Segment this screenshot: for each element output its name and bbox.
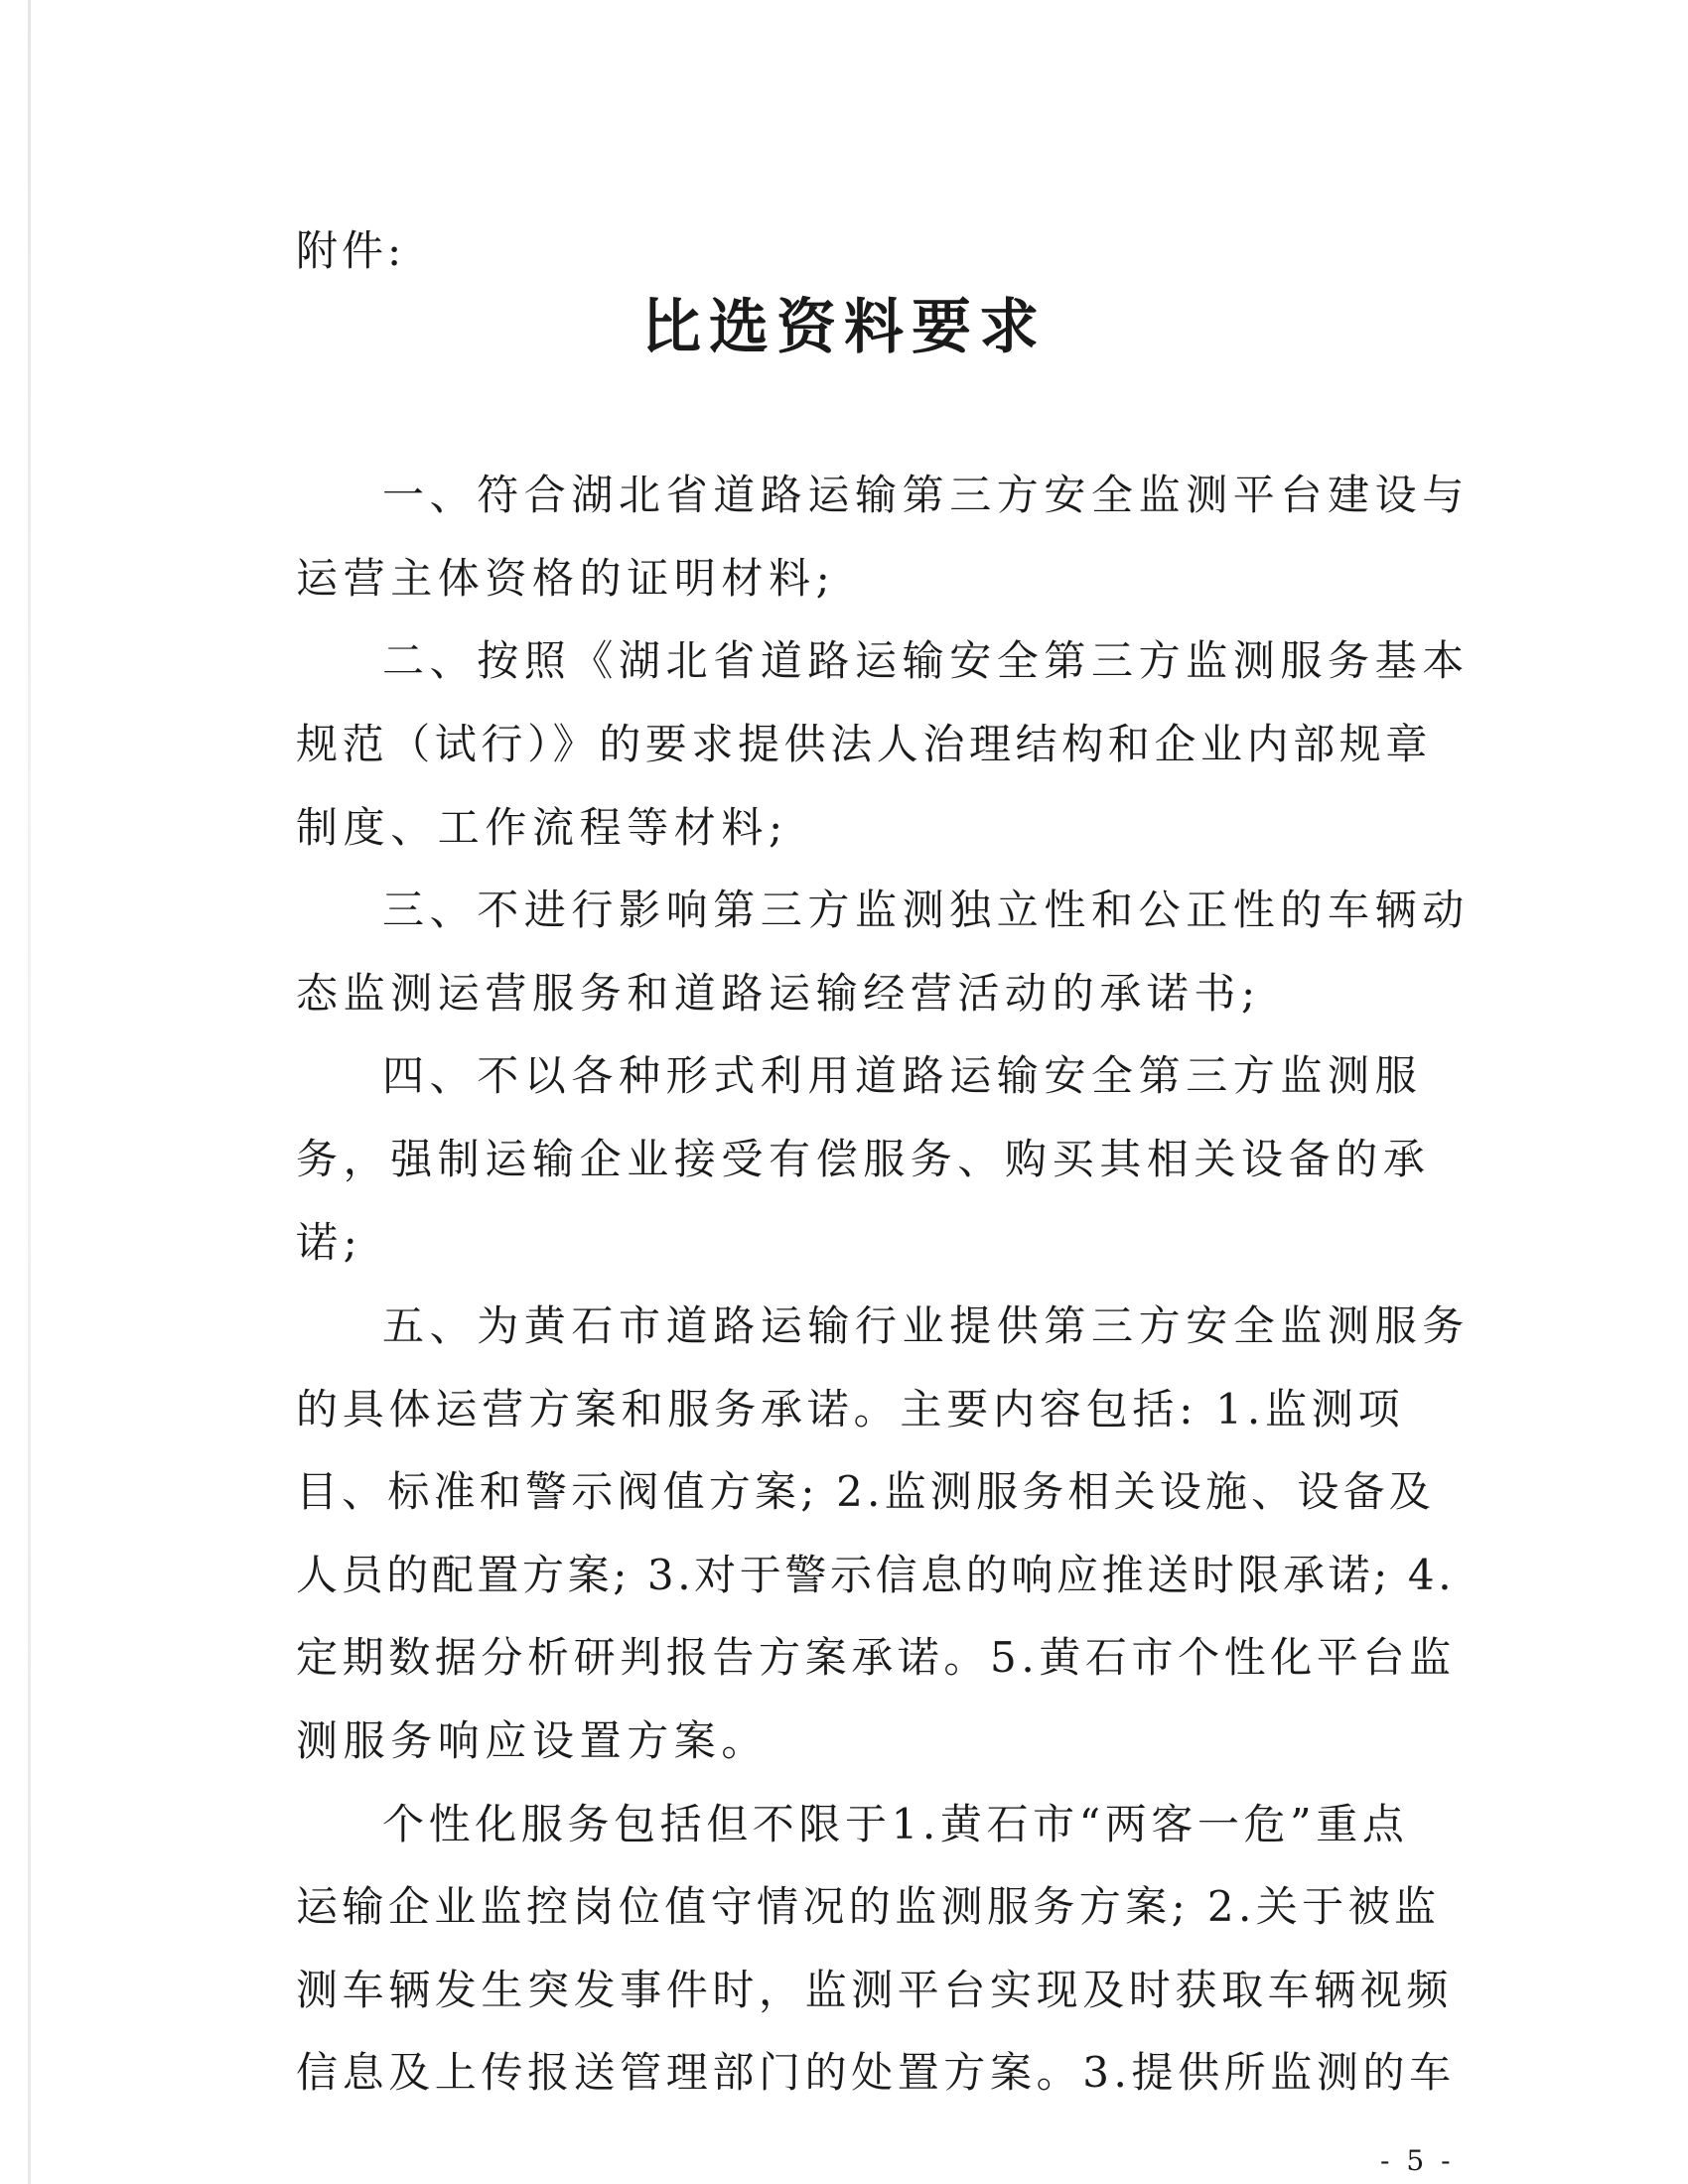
body-line: 测服务响应设置方案。: [296, 1716, 770, 1765]
body-line: 务，强制运输企业接受有偿服务、购买其相关设备的承: [296, 1135, 1431, 1183]
body-line: 三、不进行影响第三方监测独立性和公正性的车辆动: [382, 886, 1470, 934]
body-line: 四、不以各种形式利用道路运输安全第三方监测服: [382, 1051, 1423, 1100]
page-number: - 5 -: [1380, 2144, 1455, 2177]
body-line: 运输企业监控岗位值守情况的监测服务方案; 2.关于被监: [296, 1882, 1441, 1931]
body-line: 二、按照《湖北省道路运输安全第三方监测服务基本: [382, 636, 1470, 685]
body-line: 目、标准和警示阀值方案; 2.监测服务相关设施、设备及: [296, 1467, 1435, 1516]
body-line: 信息及上传报送管理部门的处置方案。3.提供所监测的车: [296, 2048, 1456, 2097]
body-line: 规范（试行）》的要求提供法人治理结构和企业内部规章: [296, 720, 1433, 768]
attachment-label: 附件:: [296, 226, 406, 275]
document-title: 比选资料要求: [641, 293, 1047, 362]
body-line: 五、为黄石市道路运输行业提供第三方安全监测服务: [382, 1301, 1470, 1350]
body-line: 制度、工作流程等材料;: [296, 803, 788, 852]
body-line: 态监测运营服务和道路运输经营活动的承诺书;: [296, 969, 1261, 1018]
body-line: 人员的配置方案; 3.对于警示信息的响应推送时限承诺; 4.: [296, 1551, 1456, 1599]
body-line: 的具体运营方案和服务承诺。主要内容包括: 1.监测项: [296, 1385, 1405, 1433]
body-line: 诺;: [296, 1218, 363, 1267]
body-line: 测车辆发生突发事件时，监测平台实现及时获取车辆视频: [296, 1966, 1454, 2014]
body-line: 运营主体资格的证明材料;: [296, 554, 836, 603]
body-line: 定期数据分析研判报告方案承诺。5.黄石市个性化平台监: [296, 1633, 1456, 1682]
body-line: 个性化服务包括但不限于1.黄石市“两客一危”重点: [382, 1800, 1409, 1848]
body-line: 一、符合湖北省道路运输第三方安全监测平台建设与: [382, 471, 1470, 519]
